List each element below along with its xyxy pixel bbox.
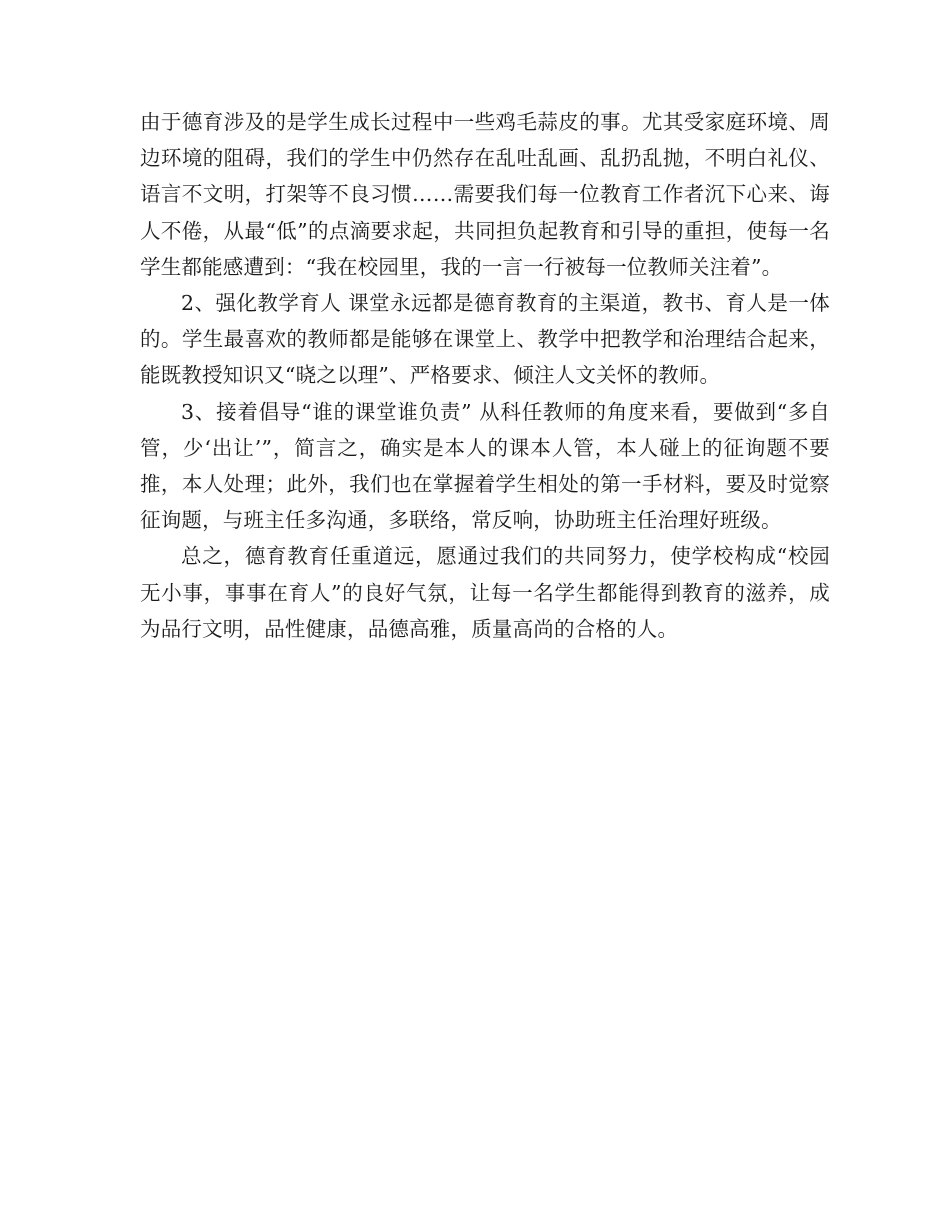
- paragraph-conclusion: 总之，德育教育任重道远，愿通过我们的共同努力，使学校构成“校园无小事，事事在育人”的良好气氛，让每一名学生都能得到教育的滋养，成为品行文明，品性健康，品德高雅，质量高尚的合格的人。: [140, 544, 830, 641]
- document-body: [140, 104, 830, 647]
- paragraph-teaching-education: 2、强化教学育人 课堂永远都是德育教育的主渠道，教书、育人是一体的。学生最喜欢的教师都是能够在课堂上、教学中把教学和治理结合起来，能既教授知识又“晓之以理”、严格要求、倾注人文关怀的教师。: [140, 291, 830, 388]
- paragraph-continuation: 由于德育涉及的是学生成长过程中一些鸡毛蒜皮的事。尤其受家庭环境、周边环境的阻碍，我们的学生中仍然存在乱吐乱画、乱扔乱抛，不明白礼仪、语言不文明，打架等不良习惯……需要我们每一位教育工作者沉下心来、诲人不倦，从最“低”的点滴要求起，共同担负起教育和引导的重担，使每一名学生都能感遭到：“我在校园里，我的一言一行被每一位教师关注着”。: [140, 110, 830, 279]
- paragraph-classroom-responsibility: 3、接着倡导“谁的课堂谁负责” 从科任教师的角度来看，要做到“多自管，少‘出让’”，简言之，确实是本人的课本人管，本人碰上的征询题不要推，本人处理；此外，我们也在掌握着学生相处的第一手材料，要及时觉察征询题，与班主任多沟通，多联络，常反响，协助班主任治理好班级。: [140, 399, 830, 533]
